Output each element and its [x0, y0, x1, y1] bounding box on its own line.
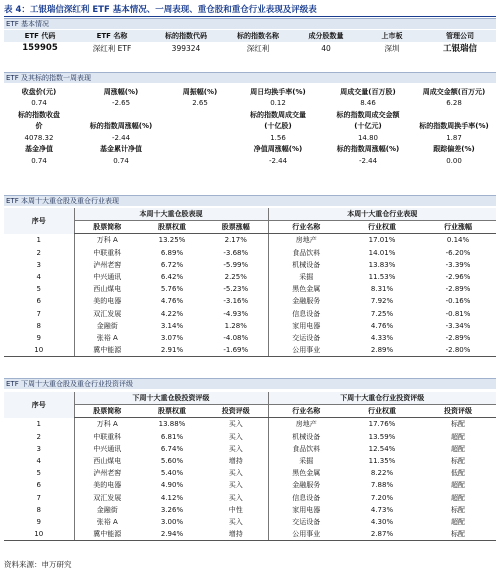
industry-metric-cell: -6.20%	[445, 248, 471, 257]
industry-weight-cell: 14.01%	[368, 248, 396, 257]
stock-name-cell: 双汇发展	[74, 308, 140, 320]
etf-code: 159905	[22, 43, 58, 53]
label-nav: 基金净值	[25, 145, 53, 154]
industry-name-cell: 金融服务	[268, 479, 344, 491]
ratings-subheader-row	[4, 405, 496, 418]
col-index-code: 标的指数代码	[148, 30, 224, 42]
industry-weight-cell: 13.59%	[368, 432, 396, 441]
industry-weight-cell: 11.53%	[368, 273, 396, 282]
weekly-amplitude: 2.65	[192, 99, 208, 108]
stock-name-cell: 万科 A	[74, 418, 140, 431]
weekly-amount: 6.28	[446, 99, 462, 108]
industry-name-cell: 机械设备	[268, 431, 344, 443]
stock-metric-cell: 买入	[228, 493, 243, 502]
stock-weight-cell: 6.72%	[160, 260, 184, 269]
col-stock-weight: 股票权重	[140, 405, 204, 418]
avg-turnover: 0.12	[270, 99, 286, 108]
stock-weight-cell: 13.88%	[158, 420, 186, 429]
col-listing-board: 上市板	[360, 30, 424, 42]
label-index-amount: 标的指数周成交金额	[336, 110, 400, 119]
label-weekly-volume: 周成交量(百万股)	[340, 87, 396, 96]
industry-name-cell: 公用事业	[268, 528, 344, 541]
stock-metric-cell: -5.99%	[223, 260, 249, 269]
industry-metric-cell: 0.14%	[446, 236, 470, 245]
rank-cell: 7	[36, 493, 41, 502]
label-nav-change: 净值周涨幅(%)	[253, 145, 303, 154]
industry-metric-cell: -2.96%	[445, 273, 471, 282]
rank-cell: 2	[36, 432, 41, 441]
rank-cell: 5	[36, 285, 41, 294]
industry-name-cell: 交运设备	[268, 516, 344, 528]
rank-cell: 9	[36, 333, 41, 342]
col-stock-weight: 股票权重	[140, 221, 204, 234]
nav-change: -2.44	[268, 156, 288, 165]
rank-cell: 4	[36, 273, 41, 282]
col-stock-rating: 投资评级	[204, 405, 268, 418]
industry-name-cell: 家用电器	[268, 504, 344, 516]
industry-metric-cell: 超配	[451, 444, 466, 453]
weekly-volume: 8.46	[360, 99, 376, 108]
industry-name-cell: 食品饮料	[268, 247, 344, 259]
stock-weight-cell: 4.12%	[160, 493, 184, 502]
col-stock-name: 股票简称	[74, 221, 140, 234]
industry-metric-cell: -2.89%	[445, 333, 471, 342]
holdings-subheader-row	[4, 221, 496, 234]
industry-metric-cell: -3.34%	[445, 321, 471, 330]
label-weekly-amount: 周成交金额(百万元)	[422, 87, 486, 96]
close-price: 0.74	[31, 99, 47, 108]
industry-name-cell: 房地产	[268, 418, 344, 431]
stock-name-cell: 中兴通讯	[74, 271, 140, 283]
industry-metric-cell: 超配	[451, 432, 466, 441]
section-this-week-holdings-header: ETF 本周十大重仓股及重仓行业表现	[4, 195, 496, 206]
stock-name-cell: 西山煤电	[74, 455, 140, 467]
tracking-error: 0.00	[446, 156, 462, 165]
label-index-turnover: 标的指数周换手率(%)	[419, 122, 489, 131]
industry-name-cell: 交运设备	[268, 332, 344, 344]
label-index-weekly-change: 标的指数周涨幅(%)	[89, 122, 153, 131]
industry-weight-cell: 4.30%	[370, 517, 394, 526]
col-etf-code: ETF 代码	[4, 30, 76, 42]
holdings-group-row	[4, 208, 496, 221]
industry-weight-cell: 11.35%	[368, 457, 396, 466]
industry-weight-cell: 2.89%	[344, 344, 420, 357]
industry-metric-cell: -3.39%	[445, 260, 471, 269]
stock-weight-cell: 3.14%	[160, 321, 184, 330]
col-industry-rating: 投资评级	[420, 405, 496, 418]
rank-cell: 2	[36, 248, 41, 257]
holding-row	[4, 344, 496, 357]
label-index-amount-unit: (十亿元)	[354, 122, 382, 131]
rank-cell: 10	[4, 344, 74, 357]
stock-metric-cell: -3.16%	[223, 297, 249, 306]
industry-weight-cell: 8.31%	[370, 285, 394, 294]
rank-cell: 8	[36, 321, 41, 330]
rank-cell: 7	[36, 309, 41, 318]
col-index-name: 标的指数名称	[224, 30, 292, 42]
label-close-price: 收盘价(元)	[21, 87, 57, 96]
stock-metric-cell: 买入	[228, 432, 243, 441]
label-index-volume: 标的指数周成交量	[250, 110, 306, 119]
index-weekly-change: -2.44	[111, 133, 131, 142]
rating-row	[4, 516, 496, 528]
industry-weight-cell: 4.33%	[370, 333, 394, 342]
industry-metric-cell: -0.81%	[445, 309, 471, 318]
source-note: 资料来源：申万研究	[4, 560, 72, 569]
industry-name-cell: 采掘	[268, 455, 344, 467]
industry-metric-cell: 标配	[420, 528, 496, 541]
industry-weight-cell: 17.76%	[368, 420, 396, 429]
holding-row	[4, 234, 496, 247]
index-name: 深红利	[246, 43, 270, 53]
stock-name-cell: 泸州老窖	[74, 259, 140, 271]
industry-name-cell: 房地产	[268, 234, 344, 247]
stock-metric-cell: -5.23%	[223, 285, 249, 294]
next-week-ratings-table	[4, 392, 496, 541]
stock-metric-cell: 买入	[228, 517, 243, 526]
stock-weight-cell: 5.60%	[160, 457, 184, 466]
stock-metric-cell: 2.17%	[224, 236, 247, 245]
label-weekly-change: 周涨幅(%)	[103, 87, 139, 96]
col-manager: 管理公司	[424, 30, 496, 42]
stock-name-cell: 金融街	[74, 320, 140, 332]
stock-metric-cell: 买入	[228, 420, 243, 429]
stock-weight-cell: 5.40%	[160, 469, 184, 478]
index-turnover: 1.87	[446, 133, 462, 142]
rank-cell: 6	[36, 481, 41, 490]
stock-metric-cell: -4.93%	[223, 309, 249, 318]
stock-metric-cell: 2.25%	[224, 273, 247, 282]
index-change-2: -2.44	[358, 156, 378, 165]
industry-metric-cell: 超配	[451, 493, 466, 502]
stock-name-cell: 张裕 A	[74, 332, 140, 344]
col-industry-weight: 行业权重	[344, 221, 420, 234]
rating-row	[4, 431, 496, 443]
holding-row	[4, 295, 496, 307]
stock-metric-cell: -4.08%	[223, 333, 249, 342]
stock-name-cell: 中联重科	[74, 247, 140, 259]
industry-weight-cell: 7.25%	[370, 309, 394, 318]
industry-weight-cell: 4.73%	[370, 505, 394, 514]
stock-weight-cell: 5.76%	[160, 285, 184, 294]
stock-name-cell: 中联重科	[74, 431, 140, 443]
industry-weight-cell: 7.20%	[370, 493, 394, 502]
industry-name-cell: 信息设备	[268, 492, 344, 504]
holding-row	[4, 271, 496, 283]
weekly-change: -2.65	[111, 99, 131, 108]
industry-weight-cell: 12.54%	[368, 444, 396, 453]
perf-label-row-1	[4, 86, 496, 98]
label-index-close: 标的指数收盘	[18, 110, 60, 119]
stock-weight-cell: 4.76%	[160, 297, 184, 306]
industry-name-cell: 采掘	[268, 271, 344, 283]
rank-cell: 8	[36, 505, 41, 514]
stock-metric-cell: 增持	[228, 457, 243, 466]
col-stock-name: 股票简称	[74, 405, 140, 418]
industry-name-cell: 机械设备	[268, 259, 344, 271]
holding-row	[4, 259, 496, 271]
perf-value-row-1	[4, 98, 496, 110]
stock-name-cell: 双汇发展	[74, 492, 140, 504]
col-etf-name: ETF 名称	[76, 30, 148, 42]
stock-name-cell: 西山煤电	[74, 283, 140, 295]
col-industry-name: 行业名称	[268, 221, 344, 234]
stock-name-cell: 美的电器	[74, 295, 140, 307]
rank-cell: 1	[36, 420, 41, 429]
stock-weight-cell: 13.25%	[158, 236, 186, 245]
rating-row	[4, 479, 496, 491]
section-basic-info-header: ETF 基本情况	[4, 18, 496, 29]
basic-info-table	[4, 30, 496, 54]
rating-row	[4, 467, 496, 479]
col-stock-change: 股票涨幅	[204, 221, 268, 234]
stock-name-cell: 冀中能源	[74, 344, 140, 357]
listing-board: 深圳	[384, 43, 400, 53]
industry-weight-cell: 13.83%	[368, 260, 396, 269]
label-tracking-error: 跟踪偏差(%)	[433, 145, 475, 154]
stock-name-cell: 冀中能源	[74, 528, 140, 541]
stock-weight-cell: 3.00%	[160, 517, 184, 526]
stock-metric-cell: 买入	[228, 444, 243, 453]
perf-label-row-2b	[4, 121, 496, 133]
rank-header: 序号	[4, 392, 74, 418]
rank-header: 序号	[4, 208, 74, 234]
rank-cell: 9	[36, 517, 41, 526]
this-week-holdings-table	[4, 208, 496, 357]
constituent-count: 40	[321, 43, 331, 53]
group-header-stocks: 本周十大重仓股表现	[74, 208, 268, 221]
industry-weight-cell: 2.87%	[344, 528, 420, 541]
ratings-group-row	[4, 392, 496, 405]
label-index-close-cont: 价	[35, 122, 43, 131]
industry-weight-cell: 7.92%	[370, 297, 394, 306]
industry-name-cell: 家用电器	[268, 320, 344, 332]
col-industry-change: 行业涨幅	[420, 221, 496, 234]
rating-row	[4, 492, 496, 504]
industry-name-cell: 金融服务	[268, 295, 344, 307]
label-avg-turnover: 周日均换手率(%)	[250, 87, 306, 96]
stock-metric-cell: 买入	[228, 481, 243, 490]
stock-weight-cell: 6.81%	[160, 432, 184, 441]
industry-name-cell: 公用事业	[268, 344, 344, 357]
label-cum-nav: 基金累计净值	[100, 145, 142, 154]
table-title: 表 4：工银瑞信深红利 ETF 基本情况、一周表现、重仓股和重仓行业表现及评级表	[4, 5, 317, 15]
rating-row	[4, 528, 496, 541]
stock-weight-cell: 3.07%	[160, 333, 184, 342]
stock-name-cell: 中兴通讯	[74, 443, 140, 455]
manager: 工银瑞信	[442, 44, 477, 54]
rank-cell: 6	[36, 297, 41, 306]
group-header-stock-ratings: 下周十大重仓股投资评级	[74, 392, 268, 405]
industry-weight-cell: 17.01%	[368, 236, 396, 245]
stock-weight-cell: 4.22%	[160, 309, 184, 318]
title-rule	[4, 16, 496, 17]
holding-row	[4, 247, 496, 259]
stock-metric-cell: 买入	[228, 469, 243, 478]
stock-weight-cell: 2.91%	[140, 344, 204, 357]
rank-cell: 4	[36, 457, 41, 466]
industry-metric-cell: 标配	[451, 457, 466, 466]
section-weekly-performance-header: ETF 及其标的指数一周表现	[4, 72, 496, 83]
etf-name: 深红利 ETF	[92, 43, 132, 53]
rating-row	[4, 455, 496, 467]
section-next-week-ratings-header: ETF 下周十大重仓股及重仓行业投资评级	[4, 378, 496, 389]
col-constituent-count: 成分股数量	[292, 30, 360, 42]
col-industry-weight: 行业权重	[344, 405, 420, 418]
holding-row	[4, 283, 496, 295]
industry-metric-cell: -2.89%	[445, 285, 471, 294]
rank-cell: 5	[36, 469, 41, 478]
industry-name-cell: 黑色金属	[268, 467, 344, 479]
stock-metric-cell: 增持	[204, 528, 268, 541]
rank-cell: 1	[36, 236, 41, 245]
label-index-change-2: 标的指数周涨幅(%)	[336, 145, 400, 154]
perf-label-row-3	[4, 144, 496, 156]
perf-label-row-2	[4, 109, 496, 121]
stock-weight-cell: 4.90%	[160, 481, 184, 490]
stock-name-cell: 张裕 A	[74, 516, 140, 528]
col-industry-name: 行业名称	[268, 405, 344, 418]
rank-cell: 3	[36, 444, 41, 453]
stock-name-cell: 万科 A	[74, 234, 140, 247]
holding-row	[4, 320, 496, 332]
stock-weight-cell: 6.89%	[160, 248, 184, 257]
rating-row	[4, 418, 496, 431]
weekly-performance-table	[4, 86, 496, 167]
group-header-industries: 本周十大重仓行业表现	[268, 208, 496, 221]
perf-value-row-3	[4, 155, 496, 167]
basic-info-value-row	[4, 42, 496, 54]
industry-metric-cell: 低配	[451, 469, 466, 478]
stock-weight-cell: 6.42%	[160, 273, 184, 282]
stock-metric-cell: 1.28%	[224, 321, 247, 330]
stock-metric-cell: 中性	[228, 505, 243, 514]
industry-metric-cell: 标配	[451, 420, 466, 429]
industry-weight-cell: 8.22%	[370, 469, 394, 478]
industry-metric-cell: 超配	[451, 517, 466, 526]
stock-weight-cell: 6.74%	[160, 444, 184, 453]
rating-row	[4, 443, 496, 455]
index-close: 4078.32	[24, 133, 54, 142]
industry-name-cell: 黑色金属	[268, 283, 344, 295]
rank-cell: 3	[36, 260, 41, 269]
stock-name-cell: 美的电器	[74, 479, 140, 491]
stock-metric-cell: -1.69%	[204, 344, 268, 357]
stock-weight-cell: 2.94%	[140, 528, 204, 541]
nav: 0.74	[31, 156, 47, 165]
cum-nav: 0.74	[113, 156, 129, 165]
holding-row	[4, 308, 496, 320]
stock-weight-cell: 3.26%	[160, 505, 184, 514]
index-amount: 14.80	[357, 133, 379, 142]
rank-cell: 10	[4, 528, 74, 541]
index-code: 399324	[171, 43, 201, 53]
perf-value-row-2	[4, 132, 496, 144]
industry-metric-cell: -2.80%	[420, 344, 496, 357]
basic-info-header-row	[4, 30, 496, 42]
stock-name-cell: 泸州老窖	[74, 467, 140, 479]
industry-metric-cell: -0.16%	[445, 297, 471, 306]
group-header-industry-ratings: 下周十大重仓行业投资评级	[268, 392, 496, 405]
holding-row	[4, 332, 496, 344]
industry-weight-cell: 7.88%	[370, 481, 394, 490]
rating-row	[4, 504, 496, 516]
industry-weight-cell: 4.76%	[370, 321, 394, 330]
industry-name-cell: 信息设备	[268, 308, 344, 320]
industry-metric-cell: 超配	[451, 481, 466, 490]
industry-metric-cell: 标配	[451, 505, 466, 514]
label-index-volume-unit: (十亿股)	[264, 122, 292, 131]
stock-metric-cell: -3.68%	[223, 248, 249, 257]
industry-name-cell: 食品饮料	[268, 443, 344, 455]
label-weekly-amplitude: 周振幅(%)	[182, 87, 218, 96]
stock-name-cell: 金融街	[74, 504, 140, 516]
index-volume: 1.56	[270, 133, 286, 142]
